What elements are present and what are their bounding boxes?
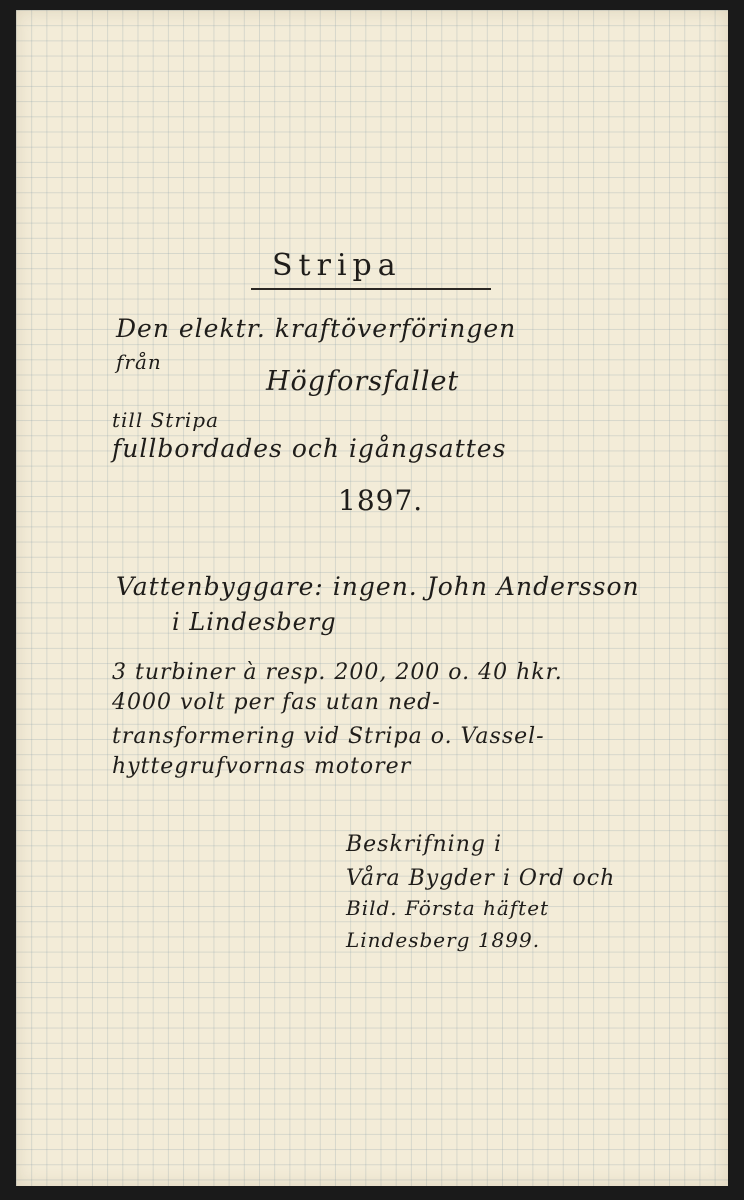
text-line: till Stripa [112,408,220,432]
text-line: fullbordades och igångsattes [112,434,507,463]
text-line: Vattenbyggare: ingen. John Andersson [116,572,640,601]
text-line: 3 turbiner à resp. 200, 200 o. 40 hkr. [112,660,563,685]
text-line: hyttegrufvornas motorer [112,754,412,779]
paper-sheet [16,10,728,1186]
reference-line: Våra Bygder i Ord och [346,866,616,891]
title-underline [251,288,491,290]
reference-line: Beskrifning i [346,832,502,857]
year-line: 1897. [338,484,424,517]
text-line: i Lindesberg [172,608,337,636]
text-line: transformering vid Stripa o. Vassel- [112,724,545,749]
text-line: Högforsfallet [266,366,460,397]
reference-line: Lindesberg 1899. [346,928,541,952]
text-line: från [116,350,162,374]
text-line: Den elektr. kraftöverföringen [116,314,517,343]
document-title: Stripa [272,248,402,283]
reference-line: Bild. Första häftet [346,896,550,920]
text-line: 4000 volt per fas utan ned- [112,690,441,715]
